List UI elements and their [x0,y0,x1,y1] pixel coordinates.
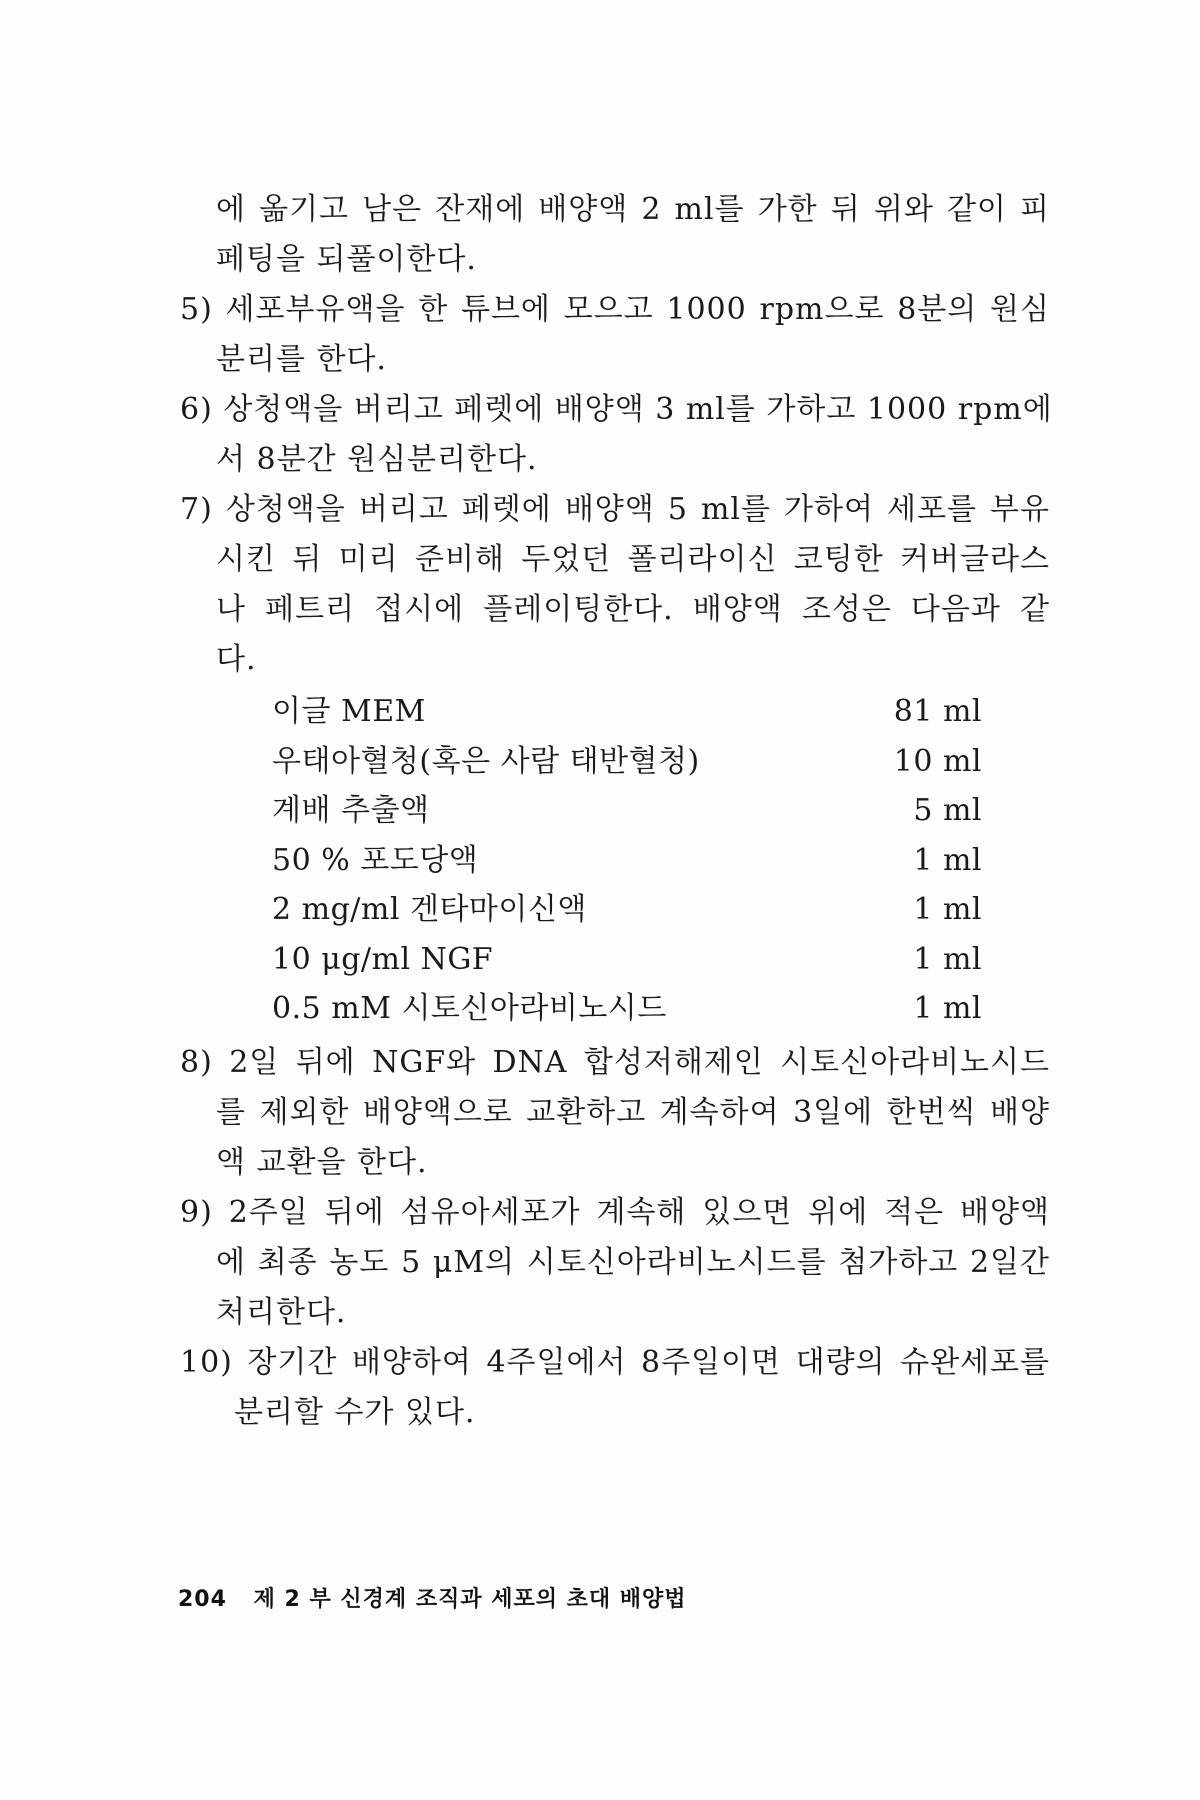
text-line: 6) 상청액을 버리고 페렛에 배양액 3 ml를 가하고 1000 rpm에 [180,392,1053,427]
text-line: 를 제외한 배양액으로 교환하고 계속하여 3일에 한번씩 배양 [216,1094,1050,1130]
text-line: 10) 장기간 배양하여 4주일에서 8주일이면 대량의 슈완세포를 [180,1344,1050,1380]
ingredient-amount: 10 ml [893,743,982,779]
ingredient-name: 계배 추출액 [272,793,430,828]
page-body [180,185,1053,1438]
step-7 [180,485,1050,685]
paragraph-continuation [180,185,1050,285]
step-10 [180,1338,1050,1438]
ingredient-amount: 1 ml [913,941,982,977]
recipe-row [272,786,982,836]
ingredient-amount: 1 ml [913,892,982,927]
text-line: 분리를 한다. [216,342,387,377]
step-5 [180,285,1050,385]
text-line: 에 최종 농도 5 μM의 시토신아라비노시드를 첨가하고 2일간 [216,1244,1050,1280]
page-number: 204 [178,1587,227,1612]
text-line: 처리한다. [216,1294,347,1330]
ingredient-name: 2 mg/ml 겐타마이신액 [272,892,587,927]
recipe-row [272,984,982,1034]
recipe-row [272,737,982,787]
text-line: 7) 상청액을 버리고 페렛에 배양액 5 ml를 가하여 세포를 부유 [180,492,1050,527]
text-line: 에 옮기고 남은 잔재에 배양액 2 ml를 가한 뒤 위와 같이 피 [216,192,1050,227]
recipe-row [272,836,982,886]
text-line: 액 교환을 한다. [216,1144,428,1180]
medium-composition-table [180,687,982,1034]
text-line: 서 8분간 원심분리한다. [216,442,538,477]
text-line: 5) 세포부유액을 한 튜브에 모으고 1000 rpm으로 8분의 원심 [180,292,1050,327]
page-footer [178,1582,687,1613]
text-line: 9) 2주일 뒤에 섬유아세포가 계속해 있으면 위에 적은 배양액 [180,1194,1050,1230]
ingredient-amount: 81 ml [893,694,982,729]
ingredient-amount: 5 ml [913,793,982,828]
ingredient-name: 10 μg/ml NGF [272,941,494,977]
ingredient-name: 0.5 mM 시토신아라비노시드 [272,991,667,1026]
ingredient-name: 이글 MEM [272,694,426,729]
ingredient-name: 우태아혈청(혹은 사람 태반혈청) [272,743,700,779]
recipe-row [272,935,982,985]
step-6 [180,385,1053,485]
text-line: 페팅을 되풀이한다. [216,242,477,277]
ingredient-name: 50 % 포도당액 [272,842,479,878]
text-line: 다. [216,642,257,677]
running-title: 제 2 부 신경계 조직과 세포의 초대 배양법 [253,1587,687,1612]
text-line: 8) 2일 뒤에 NGF와 DNA 합성저해제인 시토신아라비노시드 [180,1044,1050,1080]
text-line: 분리할 수가 있다. [234,1394,476,1430]
recipe-row [272,687,982,737]
ingredient-amount: 1 ml [913,991,982,1026]
text-line: 시킨 뒤 미리 준비해 두었던 폴리라이신 코팅한 커버글라스 [216,542,1050,577]
step-9 [180,1188,1050,1338]
step-8 [180,1038,1050,1188]
text-line: 나 페트리 접시에 플레이팅한다. 배양액 조성은 다음과 같 [216,592,1050,627]
ingredient-amount: 1 ml [913,842,982,878]
recipe-row [272,885,982,935]
